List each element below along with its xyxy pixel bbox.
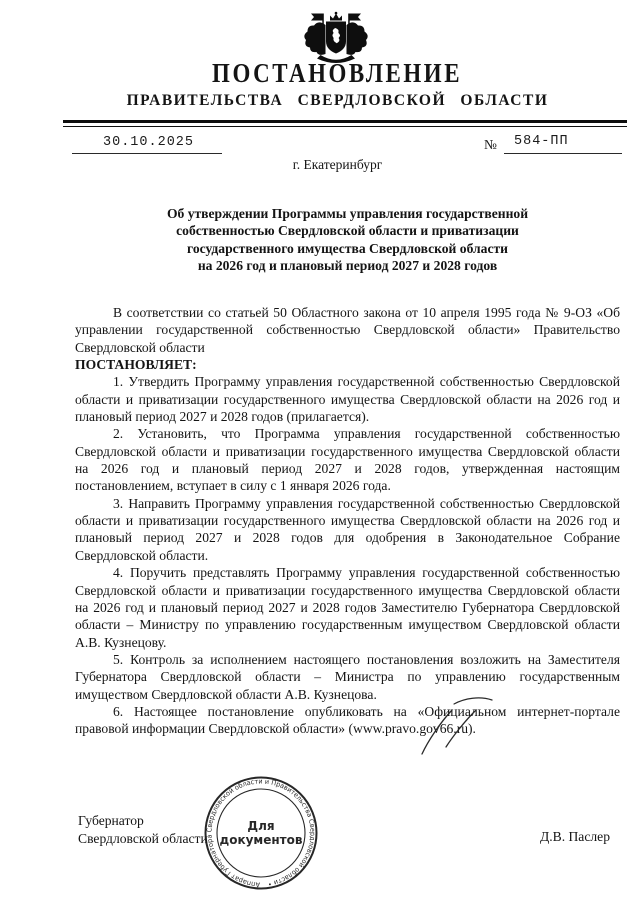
subject-line: собственностью Свердловской области и приватизации	[176, 223, 519, 239]
official-round-stamp	[202, 774, 320, 892]
resolves-heading: ПОСТАНОВЛЯЕТ:	[75, 357, 197, 373]
stamp-center-text-line2: документов	[219, 833, 303, 847]
right-griffin	[347, 22, 368, 55]
resolution-item-4: 4. Поручить представлять Программу управления государственной собственностью Свердловской области и приватизации государственного имущества Свердловской области на 2026 год и плановый период 2027 и 2028 годов Заместителю Губернатора Свердловской области – Министру по управлению государственным имуществом Свердловской области А.В. Кузнецову.	[75, 565, 620, 650]
issue-city: г. Екатеринбург	[292, 157, 383, 172]
signer-name: Д.В. Паслер	[539, 829, 610, 844]
preamble-paragraph: В соответствии со статьей 50 Областного закона от 10 апреля 1995 года № 9-ОЗ «Об управлении государственной собственностью Свердловской области» Правительство Свердловской области	[75, 305, 620, 355]
left-griffin	[304, 22, 325, 55]
subject-line: государственного имущества Свердловской области	[186, 240, 509, 256]
signer-position-line: Свердловской области	[78, 830, 208, 846]
resolution-item-2: 2. Установить, что Программа управления государственной собственностью Свердловской области и приватизации государственного имущества Свердловской области на 2026 год и плановый период 2027 и 2028 годов, утвержденная настоящим постановлением, вступает в силу с 1 января 2026 года.	[75, 426, 620, 494]
resolution-item-6: 6. Настоящее постановление опубликовать на «Официальном интернет-портале правовой информации Свердловской области» (www.pravo.gov66.ru).	[75, 703, 620, 737]
issuing-authority-title: ПРАВИТЕЛЬСТВА СВЕРДЛОВСКОЙ ОБЛАСТИ	[126, 92, 549, 109]
resolution-item-3: 3. Направить Программу управления государственной собственностью Свердловской области и приватизации государственного имущества Свердловской области на 2026 год и плановый период 2027 и 2028 годов для одобрения в Законодательное Собрание Свердловской области.	[75, 495, 620, 563]
document-subject	[75, 205, 620, 274]
left-flag	[311, 14, 323, 21]
resolution-item-5: 5. Контроль за исполнением настоящего постановления возложить на Заместителя Губернатора Свердловской области – Министра по управлению государственным имуществом Свердловской области А.В. Кузнецова.	[75, 651, 620, 702]
stamp-center-text-line1: Для	[247, 819, 275, 833]
document-number: 584-ПП	[514, 134, 569, 149]
number-sign-label: №	[484, 137, 497, 152]
right-flag	[349, 14, 361, 21]
document-body	[75, 304, 620, 738]
coat-of-arms-icon	[297, 11, 375, 64]
document-type-title: ПОСТАНОВЛЕНИЕ	[212, 58, 463, 88]
stamp-ring-text: Аппарат Губернатора Свердловской области и Правительства Свердловской области •	[205, 777, 317, 889]
subject-line: Об утверждении Программы управления государственной	[166, 206, 529, 221]
document-date: 30.10.2025	[103, 135, 195, 150]
resolution-item-1: 1. Утвердить Программу управления государственной собственностью Свердловской области и приватизации государственного имущества Свердловской области на 2026 год и плановый период 2027 и 2028 годов (прилагается).	[75, 374, 620, 425]
subject-line: на 2026 год и плановый период 2027 и 2028 годов	[197, 257, 498, 273]
crown	[330, 14, 342, 21]
signer-position-line: Губернатор	[78, 813, 144, 828]
header-divider	[63, 120, 627, 127]
signer-position	[78, 812, 208, 847]
